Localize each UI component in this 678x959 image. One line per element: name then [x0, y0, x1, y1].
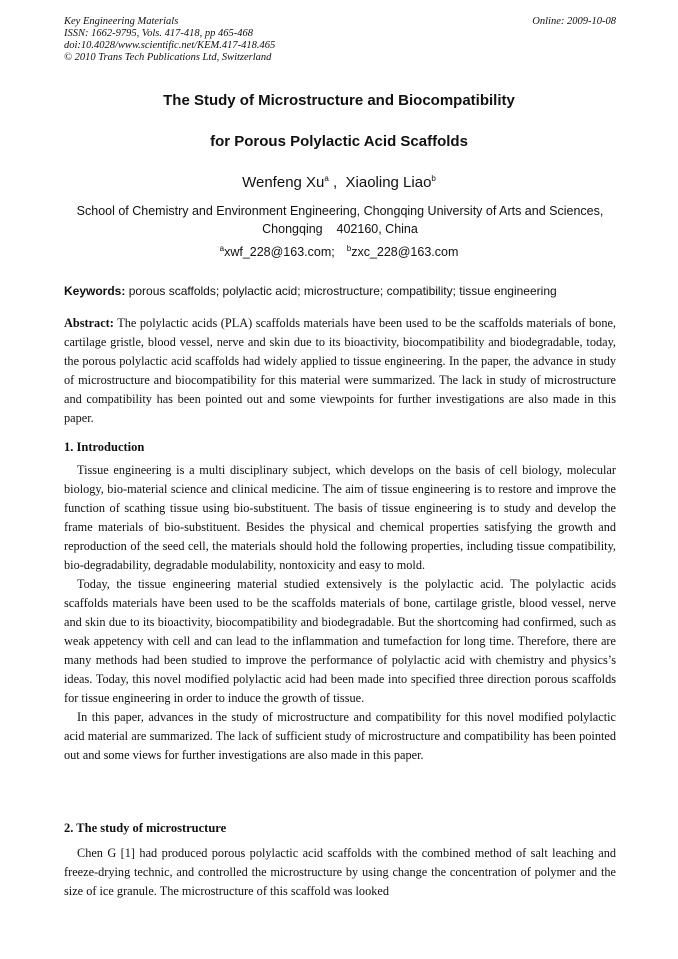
authors: [0, 174, 678, 191]
section-2-heading: 2. The study of microstructure: [64, 821, 227, 835]
abstract-label: Abstract:: [64, 316, 114, 330]
email-a-sup: a: [219, 243, 225, 253]
author-1-sup: a: [324, 174, 329, 183]
author-emails: [0, 245, 678, 259]
section-2-paragraph-1: Chen G [1] had produced porous polylactic acid scaffolds with the combined method of salt leaching and freeze-drying technic, and controlled the microstructure by using change the concentration of polymer and the size of ice granule. The microstructure of this scaffold was looked: [64, 846, 616, 898]
affiliation-line-2: Chongqing 402160, China: [262, 222, 418, 236]
paper-title-line-2: for Porous Polylactic Acid Scaffolds: [210, 133, 468, 150]
paper-title-line-1: The Study of Microstructure and Biocompatibility: [163, 92, 515, 109]
abstract-text: The polylactic acids (PLA) scaffolds materials have been used to be the scaffolds materials of bone, cartilage gristle, blood vessel, nerve and skin due to its bioactivity, biocompatibility and biodegradable, today, the porous polylactic acid scaffolds had widely applied to tissue engineering. In the paper, the advance in study of microstructure and biocompatibility for this material were summarized. The lack in study of microstructure and compatibility has been pointed out and some viewpoints for further investigations are also made in this paper.: [64, 316, 616, 425]
author-1: Wenfeng Xu: [242, 174, 325, 191]
journal-name: Key Engineering Materials: [64, 16, 179, 27]
online-date: Online: 2009-10-08: [532, 16, 616, 27]
section-1-paragraph-3: In this paper, advances in the study of microstructure and compatibility for this novel modified polylactic acid material are summarized. The lack of sufficient study of microstructure and compatibility has been pointed out and some views for further investigations are also made in this paper.: [64, 710, 616, 762]
author-2: Xiaoling Liao: [345, 174, 432, 191]
section-2-body: [64, 844, 616, 901]
email-b: zxc_228@163.com: [351, 245, 459, 259]
keywords-label: Keywords:: [64, 284, 126, 298]
author-2-sup: b: [431, 174, 436, 183]
journal-header: [64, 16, 616, 64]
author-separator: ,: [328, 174, 346, 191]
keywords: [64, 284, 616, 298]
abstract: [64, 314, 616, 428]
section-1-paragraph-2: Today, the tissue engineering material studied extensively is the polylactic acid. The polylactic acids scaffolds materials have been used to be the scaffolds materials of bone, cartilage gristle, blood vessel, nerve and skin due to its bioactivity, biocompatibility and biodegradable. But the shortcoming had confirmed, such as weak appetency with cell and can lead to the inflammation and tumefaction for long time. Therefore, there are many methods had been studied to improve the performance of polylactic acid with chemistry and physics’s ideas. Today, this novel modified polylactic acid had been made into specified three direction porous scaffolds for tissue engineering in order to induce the growth of tissue.: [64, 577, 616, 705]
section-1-paragraph-1: Tissue engineering is a multi disciplinary subject, which develops on the basis of cell biology, molecular biology, bio-material science and clinical medicine. The aim of tissue engineering is to restore and improve the function of scathing tissue using bio-substituent. The basis of tissue engineering is to study and develop the frame materials of bio-substituent. Besides the physical and chemical properties satisfying the growth and reproduction of the seed cell, the materials should hold the following properties, including tissue compatibility, bio-degradability, degradable modulability, nontoxicity and easy to mold.: [64, 463, 616, 572]
affiliation-line-1: School of Chemistry and Environment Engineering, Chongqing University of Arts and Sciences,: [76, 204, 604, 218]
keywords-text: porous scaffolds; polylactic acid; microstructure; compatibility; tissue engineering: [125, 284, 557, 298]
journal-issn: ISSN: 1662-9795, Vols. 417-418, pp 465-468: [64, 28, 253, 39]
email-b-sup: b: [346, 243, 352, 253]
journal-copyright: © 2010 Trans Tech Publications Ltd, Switzerland: [64, 52, 272, 63]
section-1-heading: 1. Introduction: [64, 440, 145, 454]
email-a: xwf_228@163.com;: [224, 245, 335, 259]
section-1-body: [64, 461, 616, 765]
journal-doi: doi:10.4028/www.scientific.net/KEM.417-418.465: [64, 40, 276, 51]
